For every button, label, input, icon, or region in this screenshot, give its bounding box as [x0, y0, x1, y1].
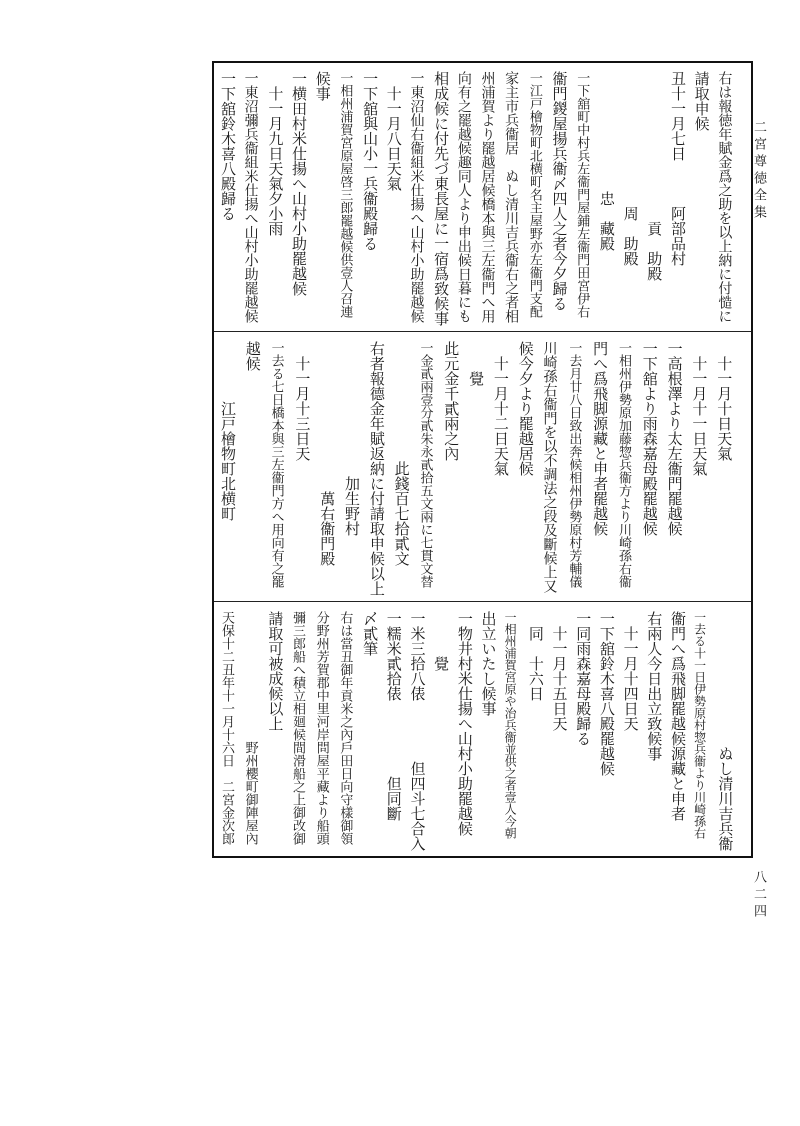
text-column: 同 十六日: [526, 611, 545, 701]
text-column: 一去る七日橋本與三左衞門方へ用向有之罷: [268, 341, 284, 588]
text-column: 衞門鍐屋揚兵衞〆四人之者今夕歸る: [550, 71, 569, 311]
text-column: 覺: [467, 341, 486, 386]
text-column: 彌三郎船へ積立相廻候間滑船之上御改御: [290, 611, 306, 845]
text-column: 此錢百七拾貳文: [392, 341, 411, 566]
text-column: 家主市兵衞居 ぬし清川吉兵衞右之者相: [503, 71, 520, 323]
text-column: 一横田村米仕揚へ山村小助罷越候: [290, 71, 309, 296]
text-column: 一相州浦賀宮原や治兵衞並供之者壹人今朝: [503, 611, 518, 839]
text-column: 周 助殿: [621, 71, 640, 266]
text-column: 右は報徳年賦金爲之助を以上納に付慥に: [716, 71, 733, 323]
text-column: 十一月十三日天: [293, 341, 312, 461]
text-column: ぬし清川吉兵衞: [716, 611, 735, 851]
text-column: 十一月八日天氣: [384, 71, 403, 191]
band-divider-2: [214, 601, 751, 602]
band-middle: [214, 333, 751, 603]
book-title: 二宮尊徳全集: [751, 120, 766, 222]
text-column: 貢 助殿: [645, 71, 664, 281]
text-column: 右は當丑御年貢米之內戶田日向守樣御領: [337, 611, 353, 845]
text-column: 一相州浦賀宮原屋啓三郎罷越候供壹人召連: [337, 71, 353, 318]
text-column: 萬右衞門殿: [318, 341, 337, 566]
text-column: 十一月十二日天氣: [491, 341, 510, 476]
text-column: 出立いたし候事: [479, 611, 498, 716]
text-column: 一下舘鈴木喜八殿歸る: [219, 71, 237, 221]
text-column: 一東沼彌兵衞組米仕揚へ山村小助罷越候: [242, 71, 259, 323]
text-column: 丑十一月七日 阿部品村: [668, 71, 687, 266]
text-column: 野州櫻町御陣屋內: [242, 611, 258, 845]
text-column: 相成候に付先づ東長屋に一宿爲致候事: [432, 71, 451, 326]
text-column: 川崎孫右衞門を以不調法之段及斷候上又: [541, 341, 558, 593]
text-column: 覺: [432, 611, 451, 671]
text-column: 一下舘町中村兵左衞門屋鋪左衞門田宮伊右: [574, 71, 590, 318]
text-column: 州浦賀より罷越居候橋本與三左衞門へ用: [479, 71, 496, 323]
text-column: 〆貳筆: [361, 611, 380, 656]
text-column: 天保十二丑年十一月十六日 二宮金次郎: [219, 611, 234, 845]
page-number: 八二四: [751, 870, 766, 921]
text-column: 請取申候: [692, 71, 711, 131]
text-column: 候事: [313, 71, 332, 101]
text-column: 一米三拾八俵 但四斗七合入: [408, 611, 427, 851]
text-column: 一下舘與山小一兵衞殿歸る: [361, 71, 380, 251]
text-column: 一相州伊勢原加藤惣兵衞方より川崎孫右衞: [615, 341, 631, 588]
text-column: 一糯米貳拾俵 但同斷: [384, 611, 403, 821]
text-column: 十一月十四日天: [621, 611, 640, 731]
text-column: 分野州芳賀郡中里河岸問屋平藏より船頭: [313, 611, 329, 845]
text-column: 一去る十一日伊勢原村惣兵衞より川崎孫右: [692, 611, 707, 839]
text-column: 候今夕より罷越居候: [516, 341, 535, 476]
text-column: 越候: [243, 341, 262, 371]
text-column: 右兩人今日出立致候事: [645, 611, 664, 761]
text-column: 一高根澤より太左衞門罷越候: [665, 341, 684, 536]
text-column: 一東沼仙右衞組米仕揚へ山村小助罷越候: [408, 71, 425, 323]
text-column: 江戸檜物町北横町: [219, 341, 237, 521]
text-column: 請取可被成候以上: [266, 611, 285, 731]
text-column: 十一月九日天氣夕小雨: [266, 71, 285, 236]
text-column: 忠 藏殿: [597, 71, 616, 251]
text-column: 十一月十五日天: [550, 611, 569, 731]
text-column: 一金貳兩壹分貳朱永貳拾五文兩に七貫文替: [417, 341, 433, 588]
text-column: 門へ爲飛脚源藏と申者罷越候: [591, 341, 610, 536]
text-column: 向有之罷越候趣同人より申出候日暮にも: [455, 71, 472, 323]
text-column: 十一月十一日天氣: [690, 341, 709, 476]
text-column: 一下舘鈴木喜八殿罷越候: [597, 611, 616, 776]
text-column: 右者報德金年賦返納に付請取申候以上: [367, 341, 386, 596]
band-lower: [214, 603, 751, 857]
text-column: 此元金千貳兩之內: [442, 341, 461, 461]
band-divider-1: [214, 331, 751, 332]
text-column: 加生野村: [343, 341, 362, 536]
text-frame: [212, 61, 753, 858]
text-column: 一江戸檜物町北横町名主屋野亦左衞門支配: [526, 71, 542, 318]
text-column: 一去月廿八日致出奔候相州伊勢原村芳輔儀: [566, 341, 582, 588]
text-column: 衞門へ爲飛脚罷越候源藏と申者: [668, 611, 687, 821]
text-column: 一物井村米仕揚へ山村小助罷越候: [455, 611, 474, 836]
band-upper: [214, 63, 751, 333]
text-column: 一同雨森嘉母殿歸る: [574, 611, 593, 746]
text-column: 一下舘より雨森嘉母殿罷越候: [640, 341, 659, 536]
text-column: 十一月十日天氣: [715, 341, 734, 461]
